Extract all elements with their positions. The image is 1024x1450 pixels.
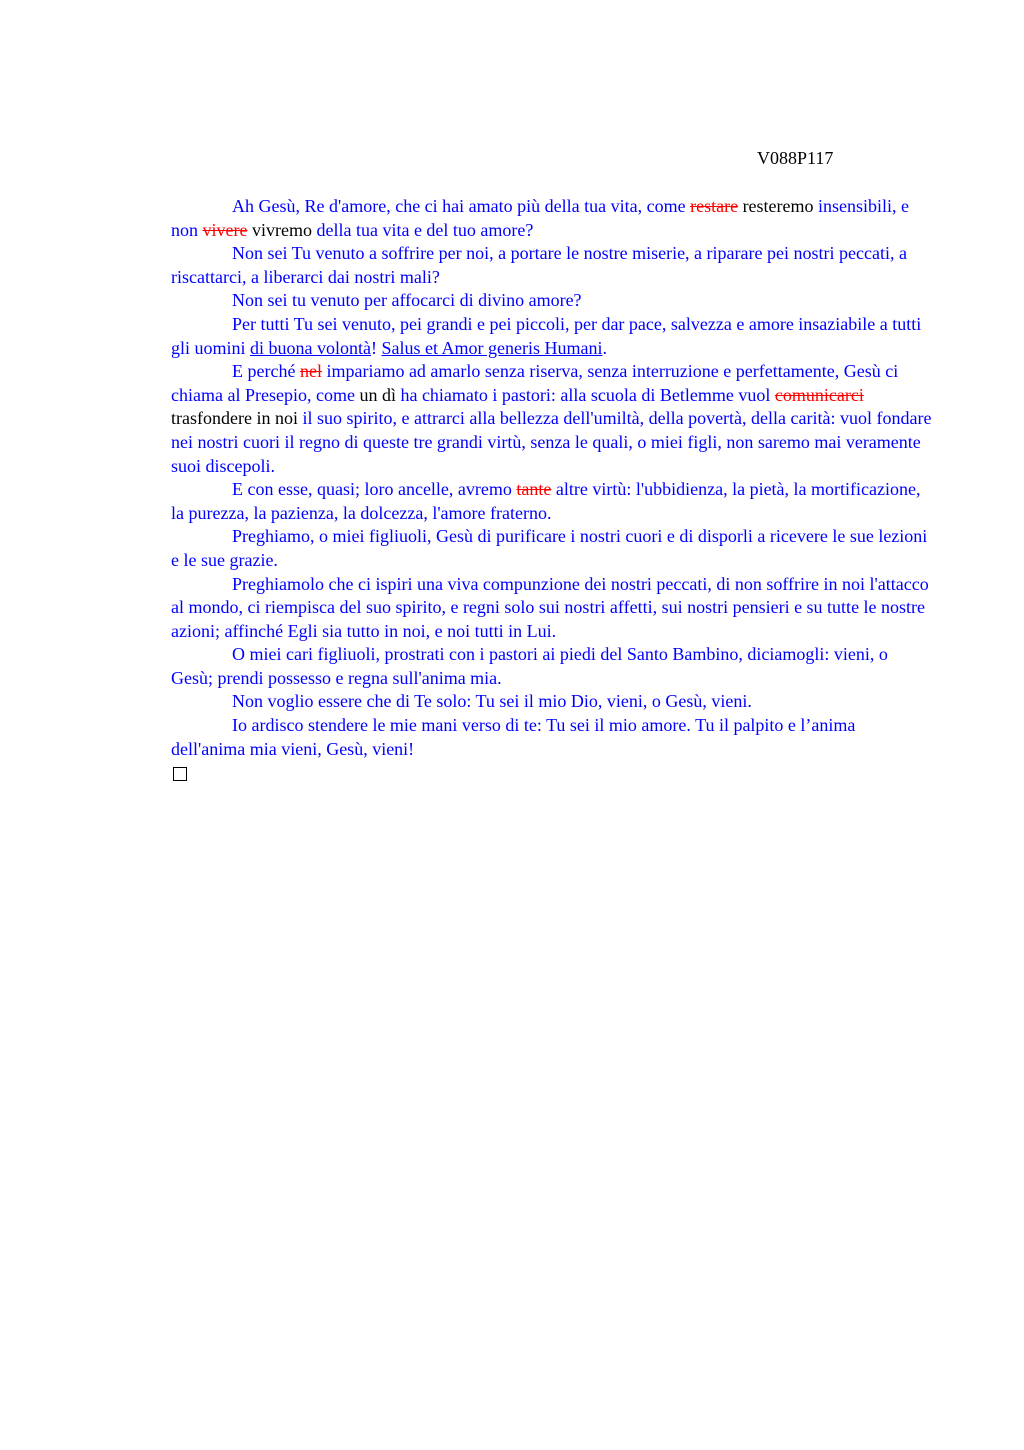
text-run: E perché (232, 361, 300, 382)
text-run: Non sei tu venuto per affocarci di divino amore? (232, 290, 582, 311)
deleted-text: restare (690, 196, 739, 216)
deleted-text: vivere (202, 219, 248, 240)
paragraph (171, 478, 933, 525)
text-run: Per tutti Tu sei venuto, pei grandi e pei piccoli, per dar pace, salvezza e amore insaziabile a tutti gli uomini (171, 313, 922, 358)
paragraph (171, 573, 933, 644)
text-run: E con esse, quasi; loro ancelle, avremo (232, 479, 517, 500)
deleted-text: nel (299, 361, 322, 382)
end-marker (171, 761, 933, 788)
text-run: il suo spirito, e attrarci alla bellezza dell'umiltà, della povertà, della carità: vuol fondare nei nostri cuori il regno di queste tre grandi virtù, senza le quali, o miei figli, non saremo mai veramente suoi discepoli. (171, 408, 932, 476)
underlined-text: Salus et Amor generis Humani (381, 337, 603, 358)
text-run: altre virtù: l'ubbidienza, la pietà, la mortificazione, la purezza, la pazienza, la dolcezza, l'amore fraterno. (171, 479, 921, 523)
text-run: Non sei Tu venuto a soffrire per noi, a portare le nostre miserie, a riparare pei nostri peccati, a riscattarci, a liberarci dai nostri mali? (171, 243, 907, 287)
text-run: insensibili, e non (171, 196, 910, 240)
deleted-text: comunicarci (774, 384, 864, 405)
text-run: . (602, 337, 607, 358)
inserted-text: vivremo (247, 219, 312, 240)
page-identifier: V088P117 (757, 148, 834, 168)
paragraph (171, 360, 933, 478)
text-run: O miei cari figliuoli, prostrati con i pastori ai piedi del Santo Bambino, diciamogli: vieni, o Gesù; prendi possesso e regna sull'anima mia. (171, 644, 888, 688)
paragraph (171, 289, 933, 313)
paragraph (171, 714, 933, 761)
document-body (171, 195, 933, 788)
paragraph (171, 195, 933, 242)
text-run: Preghiamolo che ci ispiri una viva compunzione dei nostri peccati, di non soffrire in noi l'attacco al mondo, ci riempisca del suo spirito, e regni solo sui nostri affetti, sui nostri pensieri e su tutte le nostre azioni; affinché Egli sia tutto in noi, e noi tutti in Lui. (171, 573, 929, 641)
inserted-text: trasfondere in noi (171, 408, 298, 429)
text-run: Ah Gesù, Re d'amore, che ci hai amato più della tua vita, come (232, 196, 691, 216)
text-run: ha chiamato i pastori: alla scuola di Betlemme vuol (395, 384, 775, 405)
text-run: Non voglio essere che di Te solo: Tu sei il mio Dio, vieni, o Gesù, vieni. (232, 691, 752, 712)
paragraph (171, 643, 933, 690)
text-run: ! (371, 337, 382, 358)
square-box-icon (173, 767, 187, 781)
paragraph (171, 690, 933, 714)
text-run: Preghiamo, o miei figliuoli, Gesù di purificare i nostri cuori e di disporli a ricevere le sue lezioni e le sue grazie. (171, 526, 928, 570)
paragraph (171, 242, 933, 289)
inserted-text: un dì (359, 384, 396, 405)
paragraph (171, 313, 933, 360)
inserted-text: resteremo (738, 196, 814, 216)
text-run: Io ardisco stendere le mie mani verso di te: Tu sei il mio amore. Tu il palpito e l’anima dell'anima mia vieni, Gesù, vieni! (171, 715, 856, 759)
underlined-text: di buona volontà (250, 337, 371, 358)
text-run: della tua vita e del tuo amore? (311, 219, 534, 240)
deleted-text: tante (516, 479, 552, 500)
text-run: impariamo ad amarlo senza riserva, senza interruzione e perfettamente, Gesù ci chiama al Presepio, come (171, 361, 899, 405)
paragraph (171, 525, 933, 572)
